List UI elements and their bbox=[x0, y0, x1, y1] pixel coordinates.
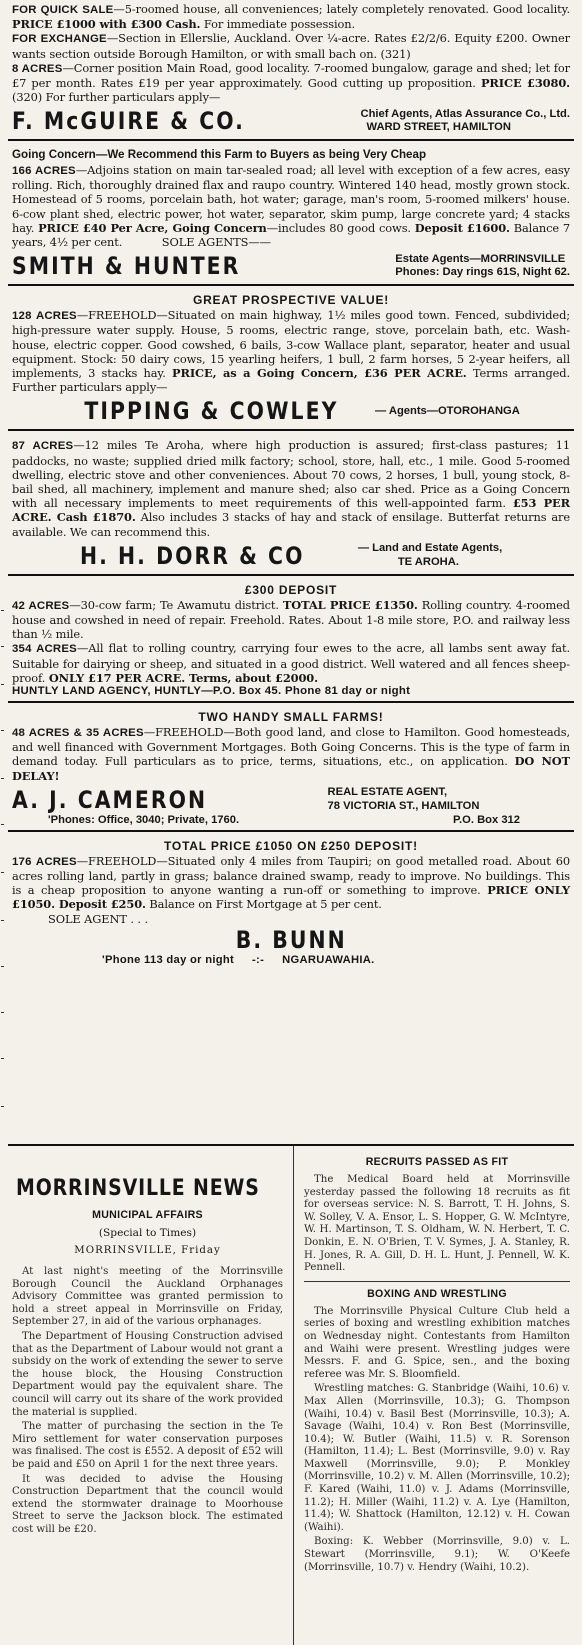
agent-name: A. J. CAMERON bbox=[12, 785, 208, 814]
agent-detail-line: — Land and Estate Agents, bbox=[357, 542, 503, 555]
agent-details bbox=[328, 786, 480, 813]
agent-row bbox=[12, 542, 570, 570]
ad-paragraph bbox=[12, 2, 570, 31]
ad-cameron bbox=[8, 708, 574, 826]
ad-text: —FREEHOLD—Situated only 4 miles from Taupiri; on good metalled road. About 60 acres rolling land, partly in grass; balance drained swamp, ready to improve. No buildings. This is a cheap proposition to anyone wanting a run-off or something to improve. bbox=[12, 853, 570, 898]
ad-paragraph bbox=[12, 854, 570, 912]
article-paragraph: Wrestling matches: G. Stanbridge (Waihi, 10.6) v. Max Allen (Morrinsville, 10.3); G. Thompson (Waihi, 10.4) v. Basil Best (Morrinsville, 10.3); A. Savage (Waihi, 10.4) v. Ron Best (Morrinsville, 10.4); W. Butler (Waihi, 11.5) v. R. Sorenson (Hamilton, 11.4); L. Best (Morrinsville, 9.0) v. Ray Maxwell (Morrinsville, 9.0); P. Monkley (Morrinsville, 10.2) v. M. Allen (Morrinsville, 10.2); F. Kared (Waihi, 11.0) v. J. Adams (Morrinsville, 11.2); H. Miller (Waihi, 11.2) v. A. Lye (Hamilton, 11.4); W. Shattock (Hamilton, 12.12) v. H. Cowan (Waihi). bbox=[304, 1383, 570, 1533]
article-paragraph: The Medical Board held at Morrinsville yesterday passed the following 18 recruits as fit for overseas service: N. S. Barrott, T. H. Johns, S. W. Solley, V. A. Ensor, L. S. Hopper, G. W. McIntyre, W. H. Martinson, T. S. Oldham, W. N. Herbert, T. C. Donkin, E. N. O'Brien, T. V. Symes, J. A. Stanley, R. H. Jones, R. A. Gill, D. H. L. Hunt, J. Pennell, W. K. Pennell. bbox=[304, 1174, 570, 1274]
ad-lead: 128 ACRES bbox=[12, 310, 77, 323]
ad-text: —All flat to rolling country, carrying four ewes to the acre, all lambs sent away fat. Suitable for dairying or sheep, and situated in a good district. Well watered and all fences sheep-proof. bbox=[12, 641, 570, 685]
ad-text: —Corner position Main Road, good locality. 7-roomed bungalow, garage and shed; let for £7 per month. Rates £19 per year approximately. Good cutting up proposition. bbox=[12, 60, 570, 91]
news-columns bbox=[8, 1144, 574, 1645]
phone-numbers: 'Phones: Office, 3040; Private, 1760. bbox=[48, 813, 240, 826]
agent-name: B. BUNN bbox=[235, 925, 347, 954]
news-title: MORRINSVILLE NEWS bbox=[16, 1176, 260, 1201]
separator: -:- bbox=[252, 953, 265, 966]
sole-agent-label: SOLE AGENT . . . bbox=[48, 911, 148, 926]
divider bbox=[8, 574, 574, 576]
ad-text: For immediate possession. bbox=[200, 17, 355, 32]
ad-text: Also includes 3 stacks of hay and stack of ensilage. Butterfat returns are available. We can recommend this. bbox=[12, 510, 571, 539]
contact-row bbox=[12, 954, 570, 966]
ad-price: PRICE £40 Per Acre, Going Concern bbox=[38, 220, 267, 235]
article-body bbox=[12, 1266, 283, 1536]
agent-row bbox=[12, 252, 570, 280]
agency-footer: HUNTLY LAND AGENCY, HUNTLY—P.O. Box 45. Phone 81 day or night bbox=[12, 685, 411, 697]
agent-row bbox=[12, 926, 570, 954]
ad-mcguire bbox=[8, 0, 574, 135]
agent-detail-line: REAL ESTATE AGENT, bbox=[327, 786, 448, 799]
ad-text: Rolling country. 4-roomed house and cowshed in need of repair. Freehold. Rates. About 1-8 mile store, P.O. and railway less than ½ mile. bbox=[12, 597, 570, 642]
ad-heading: £300 DEPOSIT bbox=[244, 582, 338, 597]
agent-name: TIPPING & COWLEY bbox=[84, 397, 339, 426]
section-heading: BOXING AND WRESTLING bbox=[367, 1287, 507, 1300]
ad-price: Deposit £1600. bbox=[414, 220, 510, 235]
agent-row bbox=[12, 786, 570, 814]
article-paragraph: At last night's meeting of the Morrinsville Borough Council the Auckland Orphanages Advisory Committee was granted permission to hold a street appeal in Morrinsville on Friday, September 27, in aid of the various orphanages. bbox=[12, 1266, 283, 1328]
ad-lead: 166 ACRES bbox=[12, 164, 76, 177]
ad-text: Balance on First Mortgage at 5 per cent. bbox=[145, 897, 382, 912]
ad-paragraph bbox=[12, 641, 570, 685]
ad-price: TOTAL PRICE £1350. bbox=[282, 597, 418, 612]
news-column-left bbox=[8, 1146, 294, 1645]
ad-heading: Going Concern—We Recommend this Farm to Buyers as being Very Cheap bbox=[12, 148, 427, 162]
ad-text: —includes 80 good cows. bbox=[266, 220, 415, 235]
divider bbox=[8, 284, 574, 286]
ad-paragraph bbox=[12, 438, 570, 538]
ad-text: —FREEHOLD—Both good land, and close to Hamilton. Good homesteads, and well financed with Government Mortgages. Both Going Concerns. This is the type of farm in demand today. Full particulars as to price, terms, situations, etc., on application. bbox=[12, 725, 570, 769]
agent-name: F. McGUIRE & CO. bbox=[12, 107, 245, 136]
ad-heading: TWO HANDY SMALL FARMS! bbox=[198, 710, 384, 724]
section-heading: RECRUITS PASSED AS FIT bbox=[365, 1156, 509, 1168]
news-column-right bbox=[294, 1146, 574, 1645]
ad-text: —12 miles Te Aroha, where high production is assured; first-class pastures; 11 paddocks, no waste; supplied dried milk factory; school, store, hall, etc., 1 mile. Good 5-roomed dwelling, electric stove and other conveniences. About 70 cows, 2 horses, 1 bull, young stock, 8-bail shed, all machinery, implement and manure shed; also car shed. Price as a Going Concern with all necessary implements to meet requirements of this well-appointed farm. bbox=[12, 438, 570, 511]
divider bbox=[8, 429, 574, 431]
divider bbox=[304, 1281, 570, 1282]
sole-agents-label: SOLE AGENTS—— bbox=[161, 234, 271, 249]
agent-details bbox=[395, 253, 570, 280]
phone-number: 'Phone 113 day or night bbox=[102, 953, 235, 966]
agent-row bbox=[12, 397, 570, 425]
ad-price: PRICE £3080. bbox=[480, 76, 571, 91]
contact-row bbox=[12, 814, 570, 826]
ad-bunn bbox=[8, 837, 574, 966]
article-body bbox=[304, 1306, 570, 1574]
ad-text: —5-roomed house, all conveniences; lately completely renovated. Good locality. bbox=[113, 2, 570, 16]
ad-tipping-cowley bbox=[8, 291, 574, 425]
ad-lead: 87 ACRES bbox=[12, 440, 74, 453]
ad-heading: GREAT PROSPECTIVE VALUE! bbox=[192, 293, 390, 308]
agent-detail-line: WARD STREET, HAMILTON bbox=[366, 121, 511, 134]
agent-detail-line: Chief Agents, Atlas Assurance Co., Ltd. bbox=[360, 108, 570, 121]
po-box: P.O. Box 312 bbox=[453, 813, 520, 826]
agent-row bbox=[12, 107, 570, 135]
article-paragraph: The Morrinsville Physical Culture Club held a series of boxing and wrestling exhibition matches on Wednesday night. Contestants from Hamilton and Waihi were present. Wrestling judges were Messrs. F. and G. Spice, sen., and the boxing referee was Mr. S. Bloomfield. bbox=[304, 1305, 570, 1380]
divider bbox=[8, 139, 574, 141]
ad-dorr bbox=[8, 436, 574, 569]
divider bbox=[8, 701, 574, 703]
ad-price: PRICE, as a Going Concern, £36 PER ACRE. bbox=[171, 365, 467, 380]
ad-text: (320) For further particulars apply— bbox=[12, 90, 221, 105]
agent-detail-line: 78 VICTORIA ST., HAMILTON bbox=[327, 799, 480, 812]
article-paragraph: It was decided to advise the Housing Construction Department that the council would extend the stormwater drainage to Moorhouse Street to serve the Jackson block. The estimated cost will be £20. bbox=[12, 1473, 283, 1535]
ad-heading: TOTAL PRICE £1050 ON £250 DEPOSIT! bbox=[164, 838, 418, 853]
byline: (Special to Times) bbox=[98, 1227, 197, 1239]
ad-text: —30-cow farm; Te Awamutu district. bbox=[69, 597, 283, 612]
article-paragraph: Boxing: K. Webber (Morrinsville, 9.0) v. L. Stewart (Morrinsville, 9.1); W. O'Keefe (Morrinsville, 10.7) v. Hendry (Waihi, 10.2). bbox=[304, 1536, 570, 1573]
ad-price: PRICE £1000 with £300 Cash. bbox=[12, 17, 201, 32]
article-body bbox=[304, 1174, 570, 1275]
agent-details bbox=[358, 542, 502, 569]
agent-name: SMITH & HUNTER bbox=[12, 252, 241, 281]
ad-text: Terms arranged. Further particulars apply— bbox=[12, 365, 570, 395]
agent-detail-line: Estate Agents—MORRINSVILLE bbox=[395, 252, 566, 265]
ad-price: £53 PER ACRE. Cash £1870. bbox=[12, 496, 570, 525]
agent-name: H. H. DORR & CO bbox=[79, 541, 305, 570]
ad-paragraph bbox=[12, 598, 570, 642]
ad-lead: FOR QUICK SALE bbox=[12, 4, 114, 16]
ad-lead: FOR EXCHANGE bbox=[12, 33, 107, 46]
agent-location: NGARUAWAHIA. bbox=[282, 953, 375, 966]
divider bbox=[8, 830, 574, 832]
article-paragraph: The matter of purchasing the section in the Te Miro settlement for water conservation purposes was finalised. The cost is £552. A deposit of £52 will be paid and £50 on April 1 for the next three years. bbox=[12, 1421, 283, 1470]
agent-detail-line: TE AROHA. bbox=[397, 555, 459, 568]
classified-page bbox=[8, 0, 574, 966]
ad-price: DO NOT DELAY! bbox=[12, 754, 570, 783]
ad-lead: 354 ACRES bbox=[12, 643, 77, 656]
ad-lead: 42 ACRES bbox=[12, 599, 70, 612]
ad-paragraph bbox=[12, 61, 570, 105]
ad-text: Balance 7 years, 4½ per cent. bbox=[12, 220, 571, 249]
agent-detail-line: Phones: Day rings 61S, Night 62. bbox=[395, 266, 570, 279]
dateline: MORRINSVILLE, Friday bbox=[74, 1245, 221, 1256]
agent-details bbox=[361, 108, 571, 135]
ad-paragraph bbox=[12, 31, 570, 60]
ad-text: —FREEHOLD—Situated on main highway, 1½ miles good town. Fenced, subdivided; high-pressure water supply. House, 5 rooms, electric range, stove, porcelain bath, etc. Wash-house, electric copper. Good cowshed, 6 bails, 3-cow Wallace plant, separator, heater and usual equipment. Stock: 50 dairy cows, 15 yearling heifers, 1 bull, 2 farm horses, 5 2-year heifers, all implements, 3 stacks hay. bbox=[12, 308, 570, 380]
ad-huntly bbox=[8, 581, 574, 697]
ad-text: —Adjoins station on main tar-sealed road; all level with exception of a few acres, easy rolling. Rich, thoroughly drained flax and raupo country. Wintered 140 head, mostly grown stock. Homestead of 5 rooms, porcelain bath, hot water; garage, man's room, 5-roomed milkers' house. 6-cow plant shed, electric power, hot water, separator, skim pump, large concrete yard; 4 stacks hay. bbox=[12, 162, 570, 235]
ad-lead: 176 ACRES bbox=[12, 855, 77, 868]
ad-paragraph bbox=[12, 163, 570, 249]
ad-paragraph bbox=[12, 725, 570, 783]
section-heading: MUNICIPAL AFFAIRS bbox=[92, 1209, 203, 1221]
left-margin-marks bbox=[0, 610, 6, 1170]
ad-lead: 48 ACRES & 35 ACRES bbox=[12, 727, 144, 739]
ad-lead: 8 ACRES bbox=[12, 62, 63, 75]
ad-price: ONLY £17 PER ACRE. Terms, about £2000. bbox=[48, 670, 318, 685]
ad-paragraph bbox=[12, 308, 570, 394]
article-paragraph: The Department of Housing Construction advised that as the Department of Labour would not grant a subsidy on the work of extending the sewer to serve the house block, the Housing Construction Department would pay the equivalent share. The council will carry out its share of the work provided the material is supplied. bbox=[12, 1330, 283, 1418]
ad-text: —Section in Ellerslie, Auckland. Over ¼-acre. Rates £2/2/6. Equity £200. Owner wants section outside Borough Hamilton, or with small bach on. (321) bbox=[12, 31, 570, 61]
ad-price: Deposit £250. bbox=[55, 897, 146, 912]
agent-details: — Agents—OTOROHANGA bbox=[374, 404, 520, 417]
ad-price: PRICE ONLY £1050. bbox=[12, 883, 570, 912]
ad-smith-hunter bbox=[8, 146, 574, 280]
